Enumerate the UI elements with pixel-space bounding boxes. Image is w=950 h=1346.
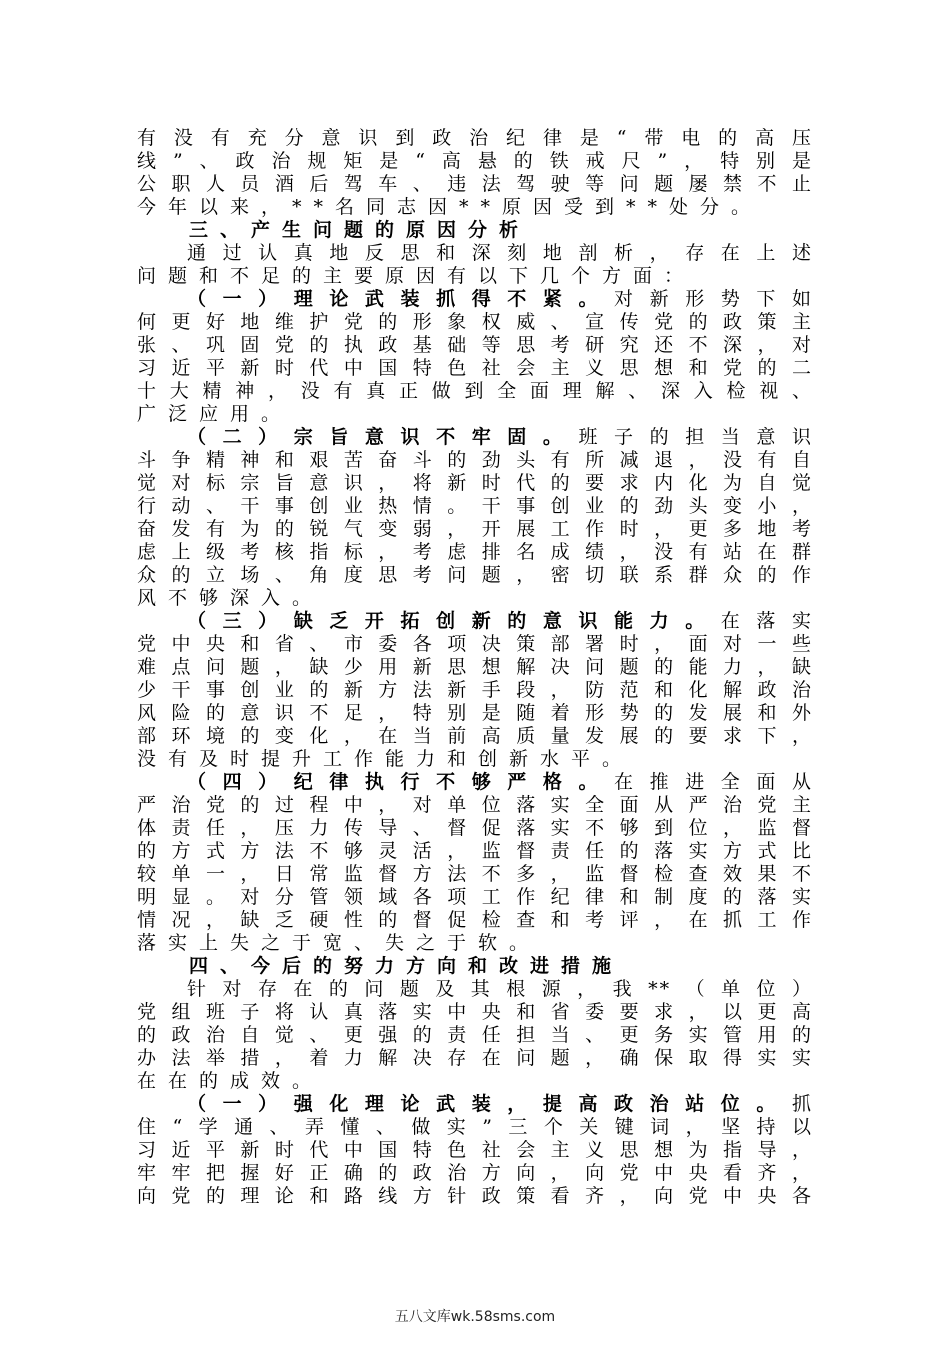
text-line: 公职人员酒后驾车、违法驾驶等问题屡禁不止 — [137, 173, 813, 195]
text-line: 线”、政治规矩是“高悬的铁戒尺”，特别是 — [137, 150, 813, 172]
text-line: 没有及时提升工作能力和创新水平。 — [137, 748, 634, 770]
subheading-theory: （一）理论武装抓得不紧。 — [187, 288, 615, 310]
text-line: 明显。对分管领域各项工作纪律和制度的落实 — [137, 886, 813, 908]
text-line: 针对存在的问题及其根源，我**（单位） — [187, 978, 813, 1000]
text-run: 抓 — [791, 1093, 813, 1115]
text-line: 众的立场、角度思考问题，密切联系群众的作 — [137, 564, 813, 586]
text-line: 习近平新时代中国特色社会主义思想为指导， — [137, 1139, 813, 1161]
text-line: 有没有充分意识到政治纪律是“带电的高压 — [137, 127, 813, 149]
text-line: 行动、干事创业热情。干事创业的劲头变小， — [137, 495, 813, 517]
text-line: 严治党的过程中，对单位落实全面从严治党主 — [137, 794, 813, 816]
text-line: 今年以来，**名同志因**原因受到**处分。 — [137, 196, 763, 218]
text-line: 十大精神，没有真正做到全面理解、深入检视、 — [137, 380, 813, 402]
text-line: 通过认真地反思和深刻地剖析，存在上述 — [187, 242, 813, 264]
text-line: 在在的成效。 — [137, 1070, 324, 1092]
text-line: 落实上失之于宽、失之于软。 — [137, 932, 541, 954]
text-run: 班子的担当意识 — [578, 426, 813, 448]
text-line: 体责任，压力传导、督促落实不够到位，监督 — [137, 817, 813, 839]
paragraph-lead-line — [137, 1093, 813, 1116]
text-line: 较单一，日常监督方法不多，监督检查效果不 — [137, 863, 813, 885]
text-line: 觉对标宗旨意识，将新时代的要求内化为自觉 — [137, 472, 813, 494]
text-line: 向党的理论和路线方针政策看齐，向党中央各 — [137, 1185, 813, 1207]
subheading-discipline: （四）纪律执行不够严格。 — [187, 771, 615, 793]
text-line: 情况，缺乏硬性的督促检查和考评，在抓工作 — [137, 909, 813, 931]
text-line: 牢牢把握好正确的政治方向，向党中央看齐， — [137, 1162, 813, 1184]
text-line: 何更好地维护党的形象权威、宣传党的政策主 — [137, 311, 813, 333]
text-line: 虑上级考核指标，考虑排名成绩，没有站在群 — [137, 541, 813, 563]
section-heading-3: 三、产生问题的原因分析 — [189, 219, 531, 241]
text-line: 党中央和省、市委各项决策部署时，面对一些 — [137, 633, 813, 655]
footer-watermark: 五八文库wk.58sms.com — [394, 1309, 556, 1325]
paragraph-lead-line — [137, 288, 813, 311]
text-line: 广泛应用。 — [137, 403, 293, 425]
text-line: 党组班子将认真落实中央和省委要求，以更高 — [137, 1001, 813, 1023]
text-run: 在落实 — [720, 610, 813, 632]
text-line: 奋发有为的锐气变弱，开展工作时，更多地考 — [137, 518, 813, 540]
paragraph-lead-line — [137, 771, 813, 794]
text-line: 的方式方法不够灵活，监督责任的落实方式比 — [137, 840, 813, 862]
text-line: 办法举措，着力解决存在问题，确保取得实实 — [137, 1047, 813, 1069]
subheading-purpose: （二）宗旨意识不牢固。 — [187, 426, 579, 448]
text-line: 张、巩固党的执政基础等思考研究还不深，对 — [137, 334, 813, 356]
section-heading-4: 四、今后的努力方向和改进措施 — [189, 955, 624, 977]
text-line: 斗争精神和艰苦奋斗的劲头有所减退，没有自 — [137, 449, 813, 471]
text-line: 习近平新时代中国特色社会主义思想和党的二 — [137, 357, 813, 379]
subheading-innovation: （三）缺乏开拓创新的意识能力。 — [187, 610, 721, 632]
text-line: 住“学通、弄懂、做实”三个关键词，坚持以 — [137, 1116, 813, 1138]
text-run: 在推进全面从 — [614, 771, 813, 793]
text-run: 对新形势下如 — [614, 288, 813, 310]
document-body — [137, 127, 813, 1208]
text-line: 的政治自觉、更强的责任担当、更务实管用的 — [137, 1024, 813, 1046]
subheading-strengthen-theory: （一）强化理论武装，提高政治站位。 — [187, 1093, 792, 1115]
text-line: 难点问题，缺少用新思想解决问题的能力，缺 — [137, 656, 813, 678]
paragraph-lead-line — [137, 426, 813, 449]
text-line: 部环境的变化，在当前高质量发展的要求下， — [137, 725, 813, 747]
paragraph-lead-line — [137, 610, 813, 633]
text-line: 少干事创业的新方法新手段，防范和化解政治 — [137, 679, 813, 701]
text-line: 风不够深入。 — [137, 587, 324, 609]
text-line: 风险的意识不足，特别是随着形势的发展和外 — [137, 702, 813, 724]
text-line: 问题和不足的主要原因有以下几个方面： — [137, 265, 696, 287]
